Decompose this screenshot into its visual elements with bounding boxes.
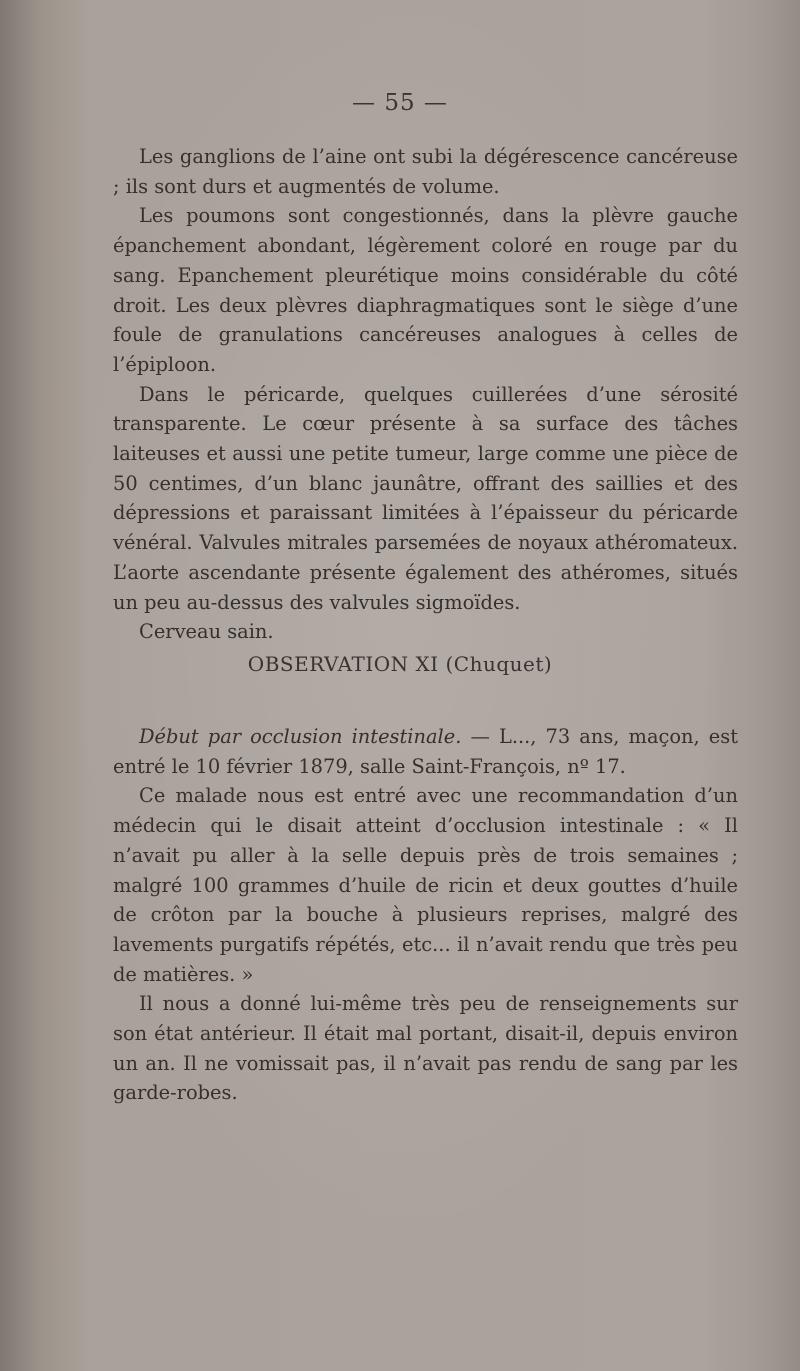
paragraph-cerveau: Cerveau sain. xyxy=(139,620,274,644)
paragraph-renseignements: Il nous a donné lui-même très peu de renseignements sur son état antérieur. Il était mal portant, disait-il, depuis environ un an. Il ne vomissait pas, il n’avait pas rendu de sang par les garde-robes. xyxy=(113,992,738,1105)
paragraph-ganglions: Les ganglions de l’aine ont subi la dégérescence cancéreuse ; ils sont durs et augmentés de volume. xyxy=(113,145,738,198)
paragraph-poumons: Les poumons sont congestionnés, dans la plèvre gauche épanchement abondant, légèrement coloré en rouge par du sang. Epanchement pleurétique moins considérable du côté droit. Les deux plèvres diaphragmatiques sont le siège d’une foule de granulations cancéreuses analogues à celles de l’épiploon. xyxy=(113,204,738,376)
paragraph-pericarde: Dans le péricarde, quelques cuillerées d’une sérosité transparente. Le cœur présente à sa surface des tâches laiteuses et aussi une petite tumeur, large comme une pièce de 50 centimes, d’un blanc jaunâtre, offrant des saillies et des dépressions et paraissant limitées à l’épaisseur du péricarde vénéral. Valvules mitrales parsemées de noyaux athéromateux. L’aorte ascendante présente également des athéromes, situés un peu au-dessus des valvules sigmoïdes. xyxy=(113,382,738,614)
paragraph-malade: Ce malade nous est entré avec une recommandation d’un médecin qui le disait atteint d’occlusion intestinale : « Il n’avait pu aller à la selle depuis près de trois semaines ; malgré 100 grammes d’huile de ricin et deux gouttes d’huile de crôton par la bouche à plusieurs reprises, malgré des lavements purgatifs répétés, etc... il n’avait rendu que très peu de matières. » xyxy=(113,784,738,986)
autopsy-text xyxy=(113,142,738,647)
observation-text xyxy=(113,722,738,1108)
paragraph-lead xyxy=(113,722,738,781)
page-number: — 55 — xyxy=(352,90,448,116)
lead-title: Début par occlusion intestinale. xyxy=(139,725,462,748)
observation-heading: OBSERVATION XI (Chuquet) xyxy=(247,652,553,676)
lead-body: — L..., 73 ans, maçon, est entré le 10 février 1879, salle Saint-François, nº 17. xyxy=(113,725,738,778)
